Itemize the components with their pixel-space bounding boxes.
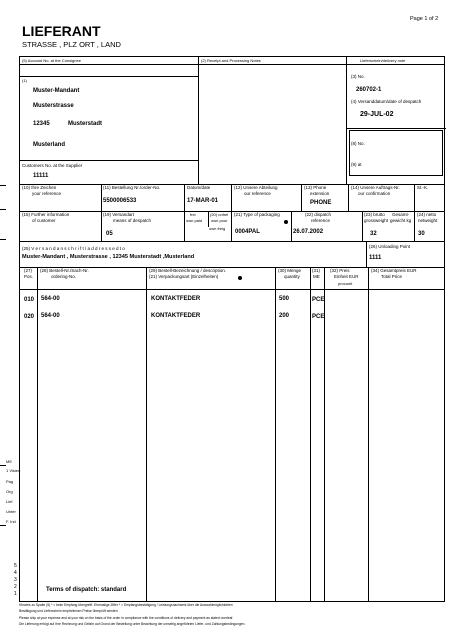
- delivery-no-label: (3) No.: [351, 74, 365, 79]
- shipping-address: Muster-Mandant , Musterstrasse , 12345 Musterstadt ,Musterland: [22, 254, 195, 260]
- further-info-sublabel: of customer: [32, 218, 56, 223]
- frei-sublabel: own paid: [186, 218, 203, 223]
- phone-label: (13) Phone: [304, 185, 327, 190]
- own-freight-label: own freig: [209, 226, 226, 231]
- margin-label-lief: Lief: [6, 499, 13, 504]
- order-date-label: Datum/date: [187, 185, 211, 190]
- dispatch-ref: 26.07.2002: [293, 229, 324, 235]
- packaging: 0004PAL: [235, 229, 260, 235]
- page-number: Page 1 of 2: [410, 16, 439, 22]
- margin-label-pag: Pag: [6, 479, 14, 484]
- your-reference-sublabel: your reference: [32, 191, 62, 196]
- footer-note-1: Hinweis zu Spalte (5) * = beim Empfang übergreift. Ehemalige Ziffer * = Empfangsbestätigung / Leistungsnachweis über die Auswahlmöglichkeiten: [19, 603, 233, 607]
- delivery-no: 260702-1: [356, 87, 382, 93]
- despatch-box: [349, 130, 443, 176]
- despatch-means-sublabel: means of despatch: [113, 218, 152, 223]
- col-total-subheader: Total Price: [381, 274, 403, 279]
- col-article-subheader: ordering-No.: [51, 274, 77, 279]
- margin-number-1: 1: [14, 591, 17, 597]
- row-2-article: 564-00: [41, 313, 60, 319]
- further-info-label: (15) Further information: [22, 212, 70, 217]
- col-qty-header: (30) Menge: [278, 268, 302, 273]
- margin-number-4: 4: [14, 570, 17, 576]
- supplier-title: LIEFERANT: [22, 23, 101, 39]
- col-article-header: (28) Bestell-Nr./Sach-Nr.: [40, 268, 89, 273]
- row-2-description: KONTAKTFEDER: [151, 313, 201, 319]
- stk-label: St.-K.: [417, 185, 429, 190]
- phone-sublabel: extension: [310, 191, 330, 196]
- col-desc-header: (29) Bestell-Bezeichnung / description.: [149, 268, 227, 273]
- col-me-subheader: ME: [313, 274, 320, 279]
- desc-marker-icon: [238, 276, 242, 280]
- footer-note-2: Bestätigung und Lieferschein empfohlenen Preise überprüft werden: [19, 609, 118, 613]
- supplier-no: 11111: [33, 173, 49, 179]
- margin-number-3: 3: [14, 577, 17, 583]
- margin-number-2: 2: [14, 584, 17, 590]
- our-dept-label: (12) Unsere Abteilung: [234, 185, 278, 190]
- gross-sublabel: grossweight: [364, 218, 389, 223]
- gross-label: (23) brutto: [364, 212, 385, 217]
- our-order-sublabel: our confirmation: [358, 191, 391, 196]
- receipt-notes-label: (2) Receipt and Processing Notes: [201, 58, 261, 63]
- your-reference-label: (10) Ihre Zeichen: [22, 185, 57, 190]
- total-weight-label: Gesamt-: [392, 212, 410, 217]
- despatch-means-label: (19) Versandart: [103, 212, 135, 217]
- row-2-quantity: 200: [279, 313, 290, 319]
- col-price-unit: procunit: [338, 281, 353, 286]
- supplier-no-label: Customers No. at the Supplier: [22, 163, 83, 168]
- col-qty-subheader: quantity: [284, 274, 300, 279]
- row-2-unit: PCE: [312, 314, 325, 320]
- consignee-street: Musterstrasse: [33, 103, 74, 109]
- dispatch-ref-label: (22) dispatch: [305, 212, 332, 217]
- delivery-note-label: Lieferschein/delivery note: [360, 58, 406, 63]
- row-1-article: 564-00: [41, 296, 60, 302]
- consignee-city: Musterstadt: [68, 121, 103, 127]
- unloading-point: 1111: [369, 255, 382, 261]
- col-pos-header: (27): [24, 268, 33, 273]
- net-sublabel: netweight: [418, 218, 438, 223]
- net-weight: 30: [418, 231, 425, 237]
- col-price-header: (32) Preis: [330, 268, 350, 273]
- row-2-pos: 020: [24, 314, 35, 320]
- account-no-label: (5) Account No. at the Consignee: [22, 58, 81, 63]
- shipping-address-label: (25) V e r s a n d a n s c h r i f t / a d d r e s s e d t o: [22, 246, 125, 251]
- row-1-pos: 010: [24, 297, 35, 303]
- consignee-name: Muster-Mandant: [33, 88, 80, 94]
- col-total-header: (34) Gesamtpreis EUR: [371, 268, 417, 273]
- margin-label-find: F. Ind: [6, 519, 16, 524]
- margin-number-5: 5: [14, 563, 17, 569]
- phone-value: PHONE: [310, 200, 332, 206]
- our-dept-sublabel: our reference: [244, 191, 271, 196]
- despatch-date-label: (4) Versanddatum/date of despatch: [351, 99, 422, 104]
- frei-label: frei: [190, 212, 196, 217]
- our-order-label: (14) Unsere Auftrags-Nr.: [351, 185, 400, 190]
- margin-label-visiert: 1 Visiert: [6, 468, 21, 473]
- unloading-point-label: (26) Unloading Point: [369, 244, 411, 249]
- consignee-country: Musterland: [33, 142, 66, 148]
- footer-note-4: Die Lieferung erfolgt auf Ihre Rechnung und Gefahr auf Grund der Bestellung unter Beachtung der umseitig angeführten Liefer- und Zahlungsbedingungen.: [19, 622, 246, 626]
- net-label: (24) netto: [417, 212, 437, 217]
- row-1-unit: PCE: [312, 297, 325, 303]
- col-me-header: (31): [312, 268, 321, 273]
- field-9-label: (9) at: [351, 162, 362, 167]
- col-pos-subheader: Pos.: [24, 274, 34, 279]
- unfrei-label: (20) unfrei: [210, 212, 229, 217]
- margin-label-me: ME: [6, 459, 12, 464]
- footer-note-3: Please ship at your expense and at your risk on the basis of the order in compliance with the conditions of delivery and payment as stated overleaf.: [19, 616, 234, 620]
- dispatch-ref-sublabel: reference: [311, 218, 331, 223]
- col-desc-subheader: (21) Verpackungsart (Einzelheiten): [149, 274, 219, 279]
- order-date: 17-MAR-01: [187, 198, 219, 204]
- order-no: 5500006533: [103, 198, 137, 204]
- unfrei-sublabel: own pour: [211, 218, 228, 223]
- row-1-quantity: 500: [279, 296, 290, 302]
- packaging-label: (21) Type of packaging: [234, 212, 280, 217]
- row-1-description: KONTAKTFEDER: [151, 296, 201, 302]
- terms-of-dispatch: Terms of dispatch: standard: [46, 587, 127, 593]
- total-weight-sublabel: gewicht kg: [390, 218, 412, 223]
- despatch-means: 05: [106, 231, 113, 237]
- despatch-date: 29-JUL-02: [360, 111, 394, 118]
- order-no-label: (11) Bestellung Nr./order-No.: [103, 185, 161, 190]
- consignee-label: (1): [22, 78, 27, 83]
- consignee-zip: 12345: [33, 121, 50, 127]
- margin-label-unter: Unter: [6, 509, 16, 514]
- gross-weight: 32: [370, 231, 377, 237]
- supplier-address: STRASSE , PLZ ORT , LAND: [22, 40, 121, 49]
- col-price-subheader: Einheit EUR: [334, 274, 359, 279]
- margin-label-org: Org: [6, 489, 13, 494]
- packaging-marker-icon: [284, 220, 288, 224]
- field-8-label: (8) No.: [351, 141, 365, 146]
